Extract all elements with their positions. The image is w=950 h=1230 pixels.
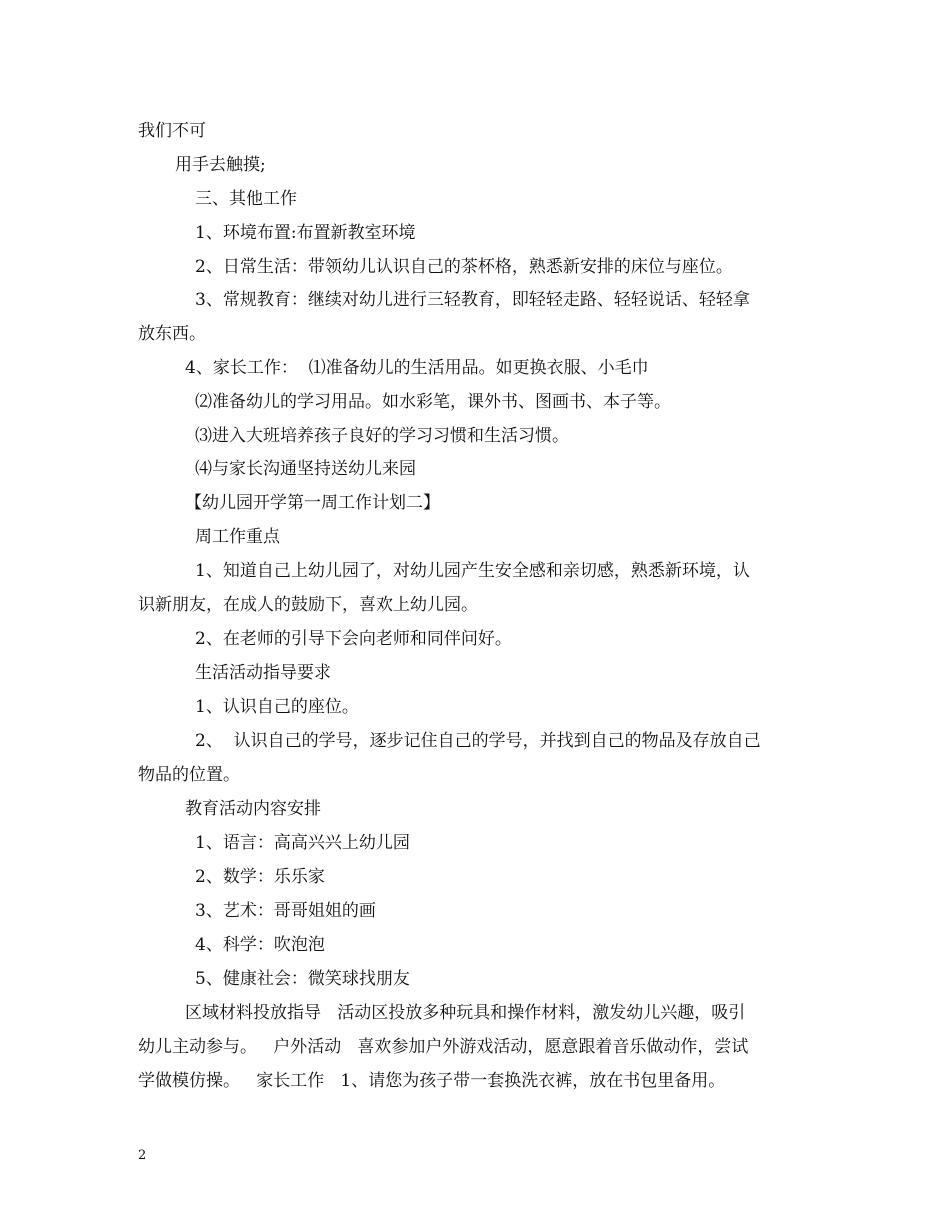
text-line-routine-education: 3、常规教育：继续对幼儿进行三轻教育，即轻轻走路、轻轻说话、轻轻拿 bbox=[195, 290, 750, 310]
section-heading-plan-two: 【幼儿园开学第一周工作计划二】 bbox=[185, 493, 440, 513]
list-item-science: 4、科学：吹泡泡 bbox=[195, 935, 325, 955]
section-heading-education-activities: 教育活动内容安排 bbox=[185, 799, 321, 819]
text-line-environment: 1、环境布置:布置新教室环境 bbox=[195, 223, 416, 243]
list-item-math: 2、数学：乐乐家 bbox=[195, 867, 325, 887]
text-line-study-habits: ⑶进入大班培养孩子良好的学习习惯和生活习惯。 bbox=[195, 426, 569, 446]
text-line-student-number-continued: 物品的位置。 bbox=[138, 765, 240, 785]
section-heading-other-work: 三、其他工作 bbox=[195, 189, 297, 209]
text-line-2: 用手去触摸; bbox=[175, 155, 266, 175]
text-line-communication: ⑷与家长沟通坚持送幼儿来园 bbox=[195, 459, 416, 479]
section-heading-weekly-focus: 周工作重点 bbox=[195, 527, 280, 547]
text-line-routine-continued: 放东西。 bbox=[138, 324, 206, 344]
text-line-1: 我们不可 bbox=[138, 121, 206, 141]
text-line-focus-2: 2、在老师的引导下会向老师和同伴问好。 bbox=[195, 629, 512, 649]
text-line-outdoor-activities: 幼儿主动参与。 户外活动 喜欢参加户外游戏活动，愿意跟着音乐做动作，尝试 bbox=[138, 1037, 749, 1057]
text-line-focus-1: 1、知道自己上幼儿园了，对幼儿园产生安全感和亲切感，熟悉新环境，认 bbox=[195, 561, 750, 581]
text-line-daily-life: 2、日常生活：带领幼儿认识自己的茶杯格，熟悉新安排的床位与座位。 bbox=[195, 257, 733, 277]
list-item-language: 1、语言：高高兴兴上幼儿园 bbox=[195, 833, 410, 853]
section-heading-life-guidance: 生活活动指导要求 bbox=[195, 663, 331, 683]
text-line-parent-work: 4、家长工作： ⑴准备幼儿的生活用品。如更换衣服、小毛巾 bbox=[185, 358, 649, 378]
list-item-art: 3、艺术：哥哥姐姐的画 bbox=[195, 901, 376, 921]
text-line-seat: 1、认识自己的座位。 bbox=[195, 697, 359, 717]
text-line-focus-1-continued: 识新朋友，在成人的鼓励下，喜欢上幼儿园。 bbox=[138, 595, 478, 615]
text-line-parent-work-2: 学做模仿操。 家长工作 1、请您为孩子带一套换洗衣裤，放在书包里备用。 bbox=[138, 1071, 726, 1091]
page-number: 2 bbox=[138, 1148, 147, 1163]
text-line-area-materials: 区域材料投放指导 活动区投放多种玩具和操作材料，激发幼儿兴趣，吸引 bbox=[185, 1003, 746, 1023]
text-line-student-number: 2、 认识自己的学号，逐步记住自己的学号，并找到自己的物品及存放自己 bbox=[195, 731, 761, 751]
list-item-health-society: 5、健康社会：微笑球找朋友 bbox=[195, 969, 410, 989]
text-line-study-supplies: ⑵准备幼儿的学习用品。如水彩笔，课外书、图画书、本子等。 bbox=[195, 392, 671, 412]
